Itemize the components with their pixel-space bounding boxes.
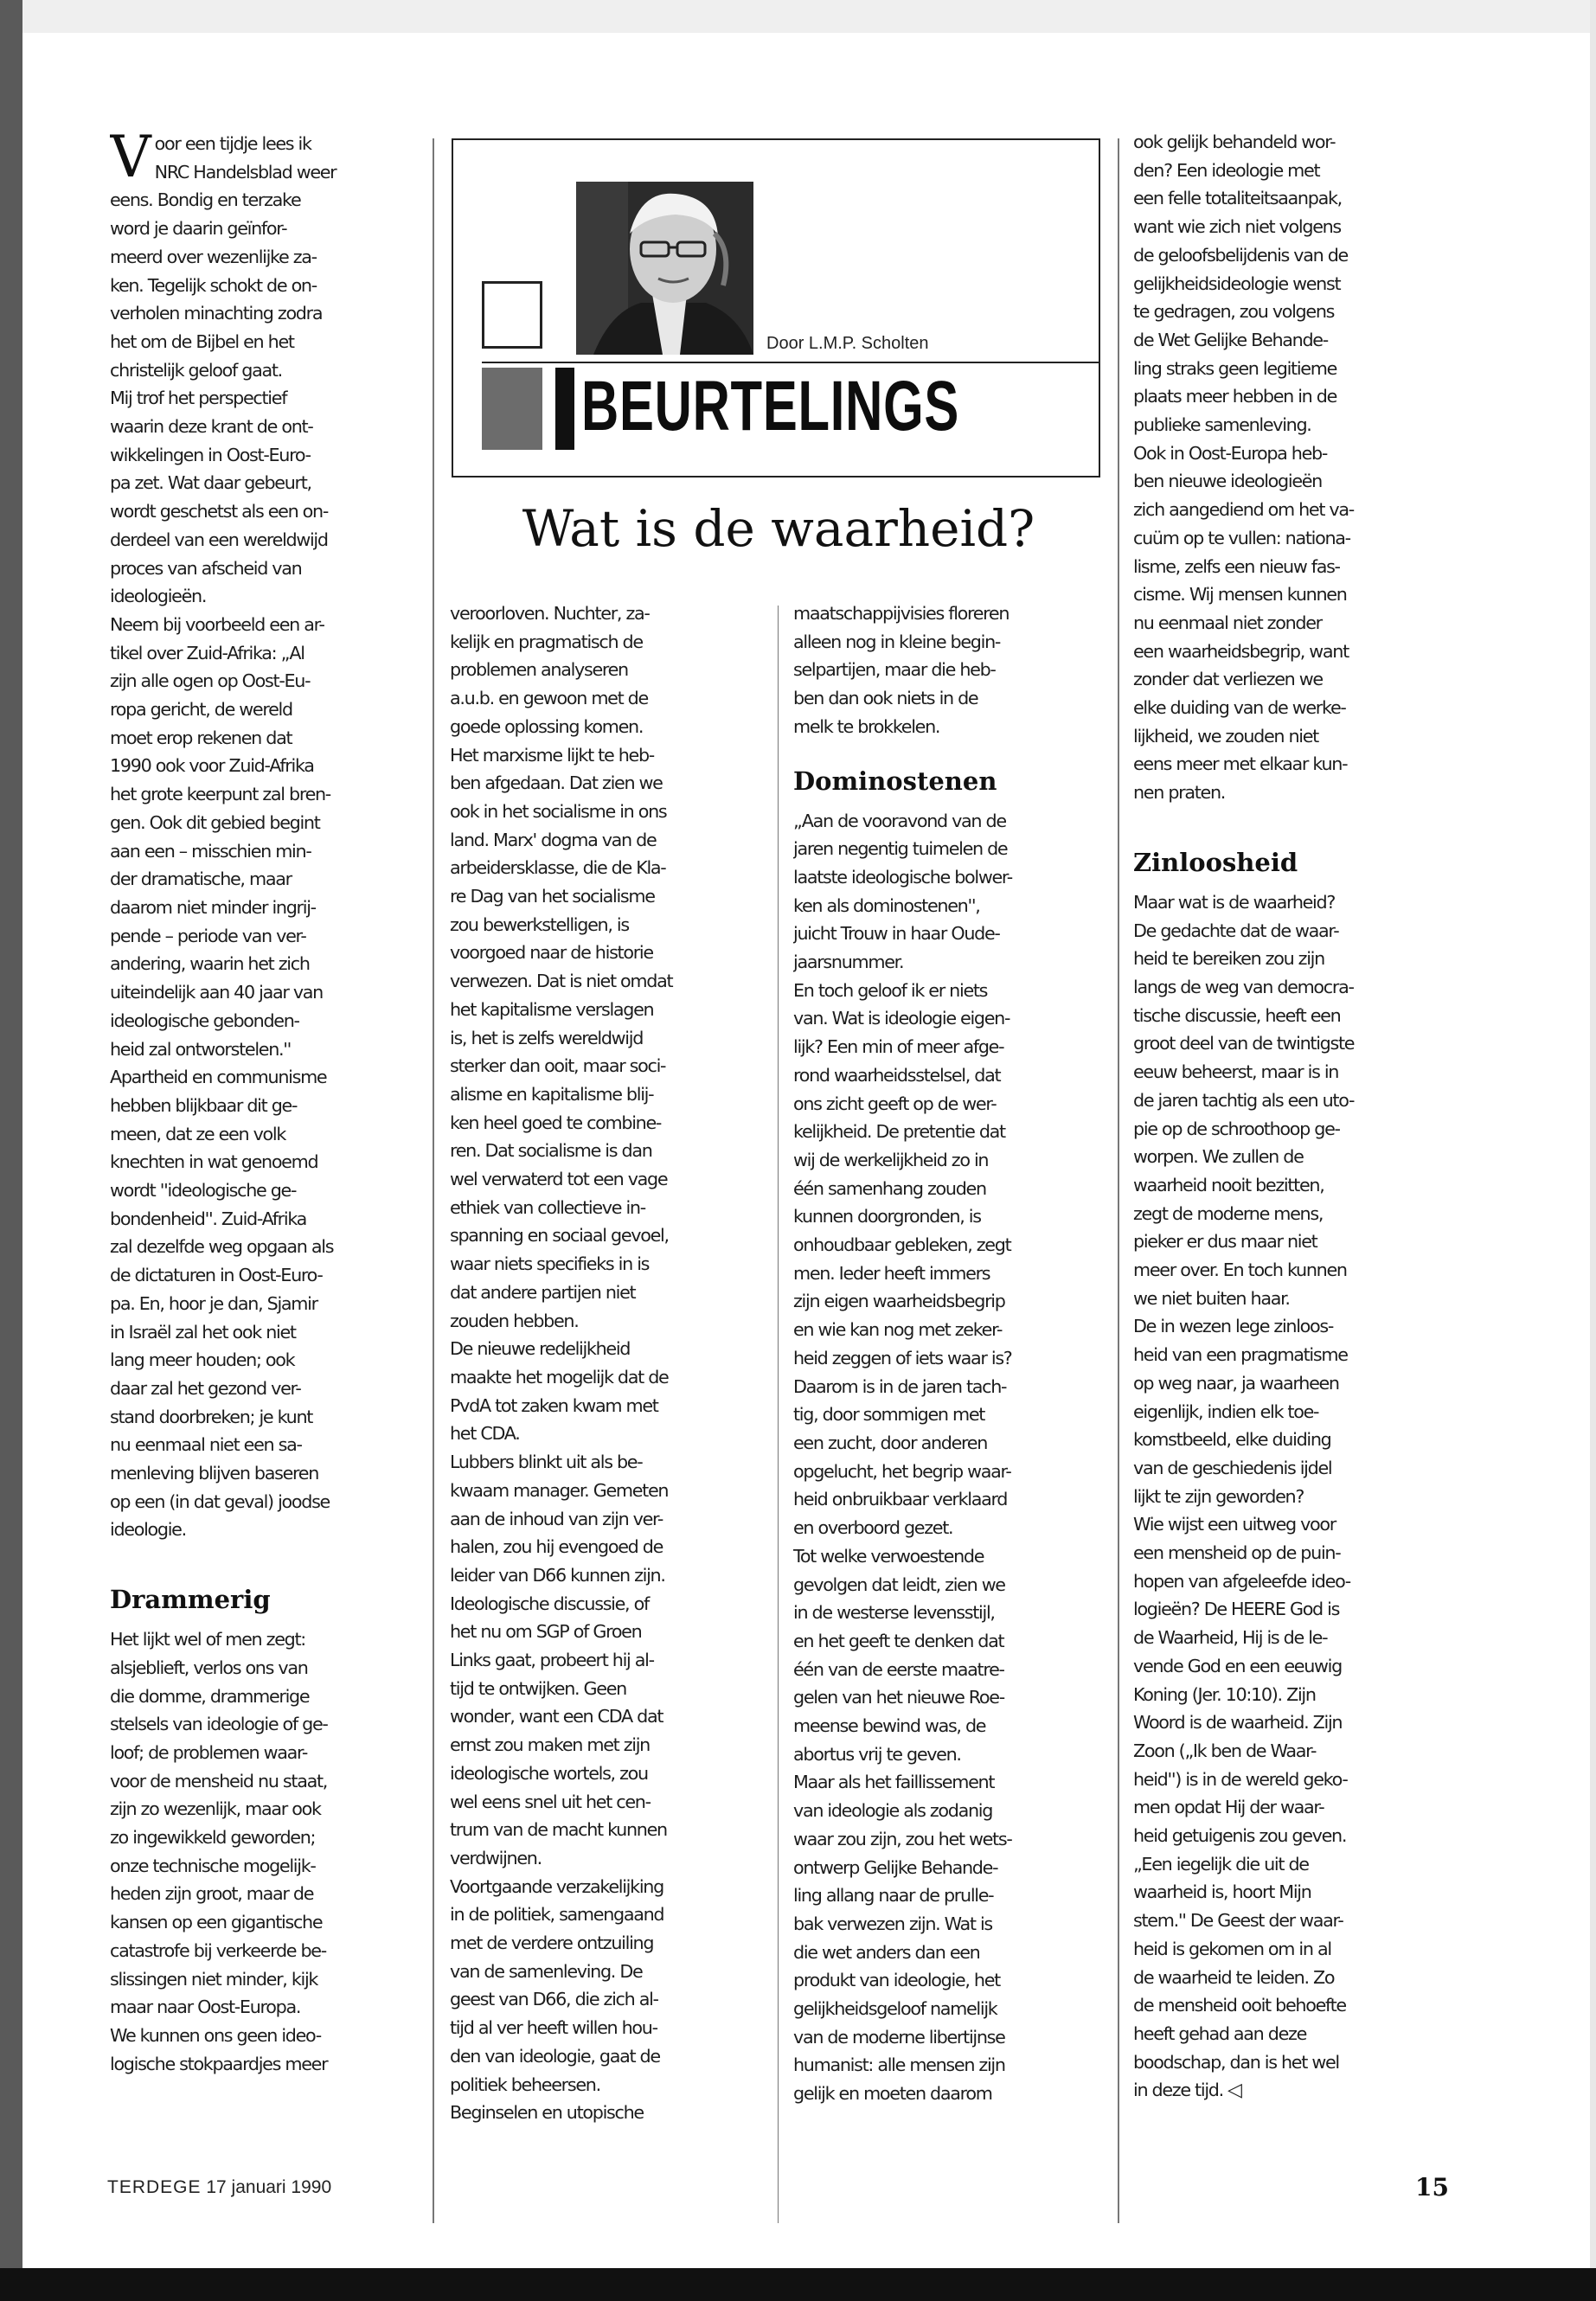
paragraph: Apartheid en communisme hebben blijkbaar dit ge- meen, dat ze een volk knechten in wat genoemd wordt ''ideologische ge- bondenheid''. Zuid-Afrika zal dezelfde weg opgaan als de dictaturen in Oost-Euro- pa. En, hoor je dan, Sjamir in Israël zal het ook niet lang meer houden; ook daar zal het gezond ver- stand doorbreken; je kunt nu eenmaal niet een sa- menleving blijven baseren op een (in dat geval) joodse ideologie. — [110, 1067, 334, 1541]
subheading: Dominostenen — [793, 766, 997, 796]
paragraph: maatschappijvisies floreren alleen nog in kleine begin- selpartijen, maar die heb- ben dan ook niets in de melk te brokkelen. — [793, 603, 1010, 737]
page-number: 15 — [1415, 2173, 1449, 2202]
end-of-article-icon: ◁ — [1227, 2080, 1241, 2102]
decorative-gray-square — [482, 368, 542, 450]
paragraph: Voortgaande verzakelijking in de politiek, samengaand met de verdere ontzuiling van de samenleving. De geest van D66, die zich al- tijd al ver heeft willen hou- den van ideologie, gaat de politiek beheersen. — [450, 1875, 664, 2095]
text-column-3 — [793, 599, 1109, 2226]
paragraph: Maar wat is de waarheid? De gedachte dat de waar- heid te bereiken zou zijn langs de weg van democra- tische discussie, heeft een groot deel van de twintigste eeuw beheerst, maar is in de jaren tachtig als een uto- pie op de schroothoop ge- worpen. We zullen de waarheid nooit bezitten, zegt de moderne mens, pieker er dus maar niet meer over. En toch kunnen we niet buiten haar. — [1133, 891, 1355, 1309]
article-headline: Wat is de waarheid? — [522, 499, 1035, 558]
decorative-white-square — [482, 281, 542, 349]
paragraph: Beginselen en utopische — [450, 2102, 644, 2124]
footer-publication-line — [107, 2177, 331, 2198]
paragraph: Tot welke verwoestende gevolgen dat leidt, zien we in de westerse levensstijl, en het geeft te denken dat één van de eerste maatre- gelen van het nieuwe Roe- meense bewind was, de abortus vrij te geven. — [793, 1545, 1005, 1765]
subheading: Drammerig — [110, 1585, 271, 1615]
paragraph — [110, 130, 425, 384]
paragraph: De in wezen lege zinloos- heid van een pragmatisme op weg naar, ja waarheen eigenlijk, indien elk toe- komstbeeld, elke duiding van de geschiedenis ijdel lijkt te zijn geworden? — [1133, 1316, 1348, 1507]
paragraph: ook gelijk behandeld wor- den? Een ideologie met een felle totaliteitsaanpak, want wie zich niet volgens de geloofsbelijdenis van de gelijkheidsideologie wenst te gedragen, zou volgens de Wet Gelijke Behande- ling straks geen legitieme plaats meer hebben in de publieke samenleving. — [1133, 131, 1348, 436]
paragraph: Lubbers blinkt uit als be- kwaam manager. Gemeten aan de inhoud van zijn ver- halen, zou hij evengoed de leider van D66 kunnen zijn. Ideologische discussie, of het nu om SGP of Groen Links gaat, probeert hij al- tijd te ontwijken. Geen wonder, want een CDA dat ernst zou maken met zijn ideologische wortels, zou wel eens snel uit het cen- trum van de macht kunnen verdwijnen. — [450, 1452, 669, 1868]
paragraph-text: oor een tijdje lees ik NRC Handelsblad weer eens. Bondig en terzake word je daarin geïnfor- meerd over wezenlijke za- ken. Tegelijk schokt de on- verholen minachting zodra het om de Bijbel en het christelijk geloof gaat. — [110, 133, 337, 381]
column-brand-title: BEURTELINGS — [581, 367, 960, 445]
publication-date: 17 januari 1990 — [206, 2177, 332, 2197]
paragraph: Ook in Oost-Europa heb- ben nieuwe ideologieën zich aangediend om het va- cuüm op te vullen: nationa- lisme, zelfs een nieuw fas- cisme. Wij mensen kunnen nu eenmaal niet zonder een waarheidsbegrip, want zonder dat verliezen we elke duiding van de werke- lijkheid, we zouden niet eens meer met elkaar kun- nen praten. — [1133, 442, 1354, 804]
decorative-black-bar — [555, 368, 574, 450]
column-rule-center — [778, 606, 779, 2223]
paragraph: En toch geloof ik er niets van. Wat is ideologie eigen- lijk? Een min of meer afge- rond waarheidsstelsel, dat ons zicht geeft op de wer- kelijkheid. De pretentie dat wij de werkelijkheid zo in één samenhang zouden kunnen doorgronden, is onhoudbaar gebleken, zegt men. Ieder heeft immers zijn eigen waarheidsbegrip en wie kan nog met zeker- heid zeggen of iets waar is? Daarom is in de jaren tach- tig, door sommigen met een zucht, door anderen opgelucht, het begrip waar- heid onbruikbaar verklaard en overboord gezet. — [793, 979, 1012, 1539]
paragraph: veroorloven. Nuchter, za- kelijk en pragmatisch de problemen analyseren a.u.b. en gewoon met de goede oplossing komen. Het marxisme lijkt te heb- ben afgedaan. Dat zien we ook in het socialisme in ons land. Marx' dogma van de arbeidersklasse, die de Kla- re Dag van het socialisme zou bewerkstelligen, is voorgoed naar de historie verwezen. Dat is niet omdat het kapitalisme verslagen is, het is zelfs wereldwijd sterker dan ooit, maar soci- alisme en kapitalisme blij- ken heel goed te combine- ren. Dat socialisme is dan wel verwaterd tot een vage ethiek van collectieve in- spanning en sociaal gevoel, waar niets specifieks in is dat andere partijen niet zouden hebben. — [450, 603, 673, 1331]
scan-border-top — [0, 0, 1596, 33]
paragraph: Maar als het faillissement van ideologie als zodanig waar zou zijn, zou het wets- ontwerp Gelijke Behande- ling allang naar de prulle- bak verwezen zijn. Wat is die wet anders dan een produkt van ideologie, het gelijkheidsgeloof namelijk van de moderne libertijnse humanist: alle mensen zijn gelijk en moeten daarom — [793, 1772, 1012, 2105]
paragraph: Mij trof het perspectief waarin deze krant de ont- wikkelingen in Oost-Euro- pa zet. Wat daar gebeurt, wordt geschetst als een on- derdeel van een wereldwijd proces van afscheid van ideologieën. — [110, 388, 329, 607]
paragraph: „Aan de vooravond van de jaren negentig tuimelen de laatste ideologische bolwer- ken als dominostenen'', juicht Trouw in haar Oude- jaarsnummer. — [793, 810, 1012, 973]
column-rule-right — [1118, 138, 1119, 2223]
scan-border-left — [0, 0, 22, 2301]
text-column-4 — [1133, 128, 1453, 2221]
paragraph: Neem bij voorbeeld een ar- tikel over Zuid-Afrika: „Al zijn alle ogen op Oost-Eu- ropa gericht, de wereld moet erop rekenen dat 1990 ook voor Zuid-Afrika het grote keerpunt zal bren- gen. Ook dit gebied begint aan een – misschien min- der dramatische, maar daarom niet minder ingrij- pende – periode van ver- andering, waarin het zich uiteindelijk aan 40 jaar van ideologische gebonden- heid zal ontworstelen.'' — [110, 613, 330, 1060]
text-column-2 — [450, 599, 766, 2226]
paragraph: De nieuwe redelijkheid maakte het mogelijk dat de PvdA tot zaken kwam met het CDA. — [450, 1338, 669, 1445]
drop-cap: V — [110, 130, 151, 190]
scan-border-right — [1590, 0, 1596, 2301]
portrait-illustration — [576, 182, 753, 355]
byline: Door L.M.P. Scholten — [766, 334, 929, 353]
publication-name: TERDEGE — [107, 2177, 202, 2197]
text-column-1 — [110, 130, 425, 2206]
paragraph: Het lijkt wel of men zegt: alsjeblieft, verlos ons van die domme, drammerige stelsels van ideologie of ge- loof; de problemen waar- voor de mensheid nu staat, zijn zo wezenlijk, maar ook zo ingewikkeld geworden; onze technische mogelijk- heden zijn groot, maar de kansen op een gigantische catastrofe bij verkeerde be- slissingen niet minder, kijk maar naar Oost-Europa. We kunnen ons geen ideo- logische stokpaardjes meer — [110, 1629, 328, 2074]
paragraph — [1133, 1510, 1453, 2106]
author-portrait-photo — [576, 182, 753, 355]
paragraph-text: Wie wijst een uitweg voor een mensheid op de puin- hopen van afgeleefde ideo- logieën? De HEERE God is de Waarheid, Hij is de le- vende God en een eeuwig Koning (Jer. 10:10). Zijn Woord is de waarheid. Zijn Zoon („Ik ben de Waar- heid'') is in de wereld geko- men opdat Hij der waar- heid getuigenis zou geven. „Een iegelijk die uit de waarheid is, hoort Mijn stem.'' De Geest der waar- heid is gekomen om in al de waarheid te leiden. Zo de mensheid ooit behoefte heeft gehad aan deze boodschap, dan is het wel in deze tijd. — [1133, 1514, 1350, 2101]
column-rule-left — [433, 138, 434, 2223]
subheading: Zinloosheid — [1133, 847, 1298, 877]
scan-border-bottom — [0, 2268, 1596, 2301]
